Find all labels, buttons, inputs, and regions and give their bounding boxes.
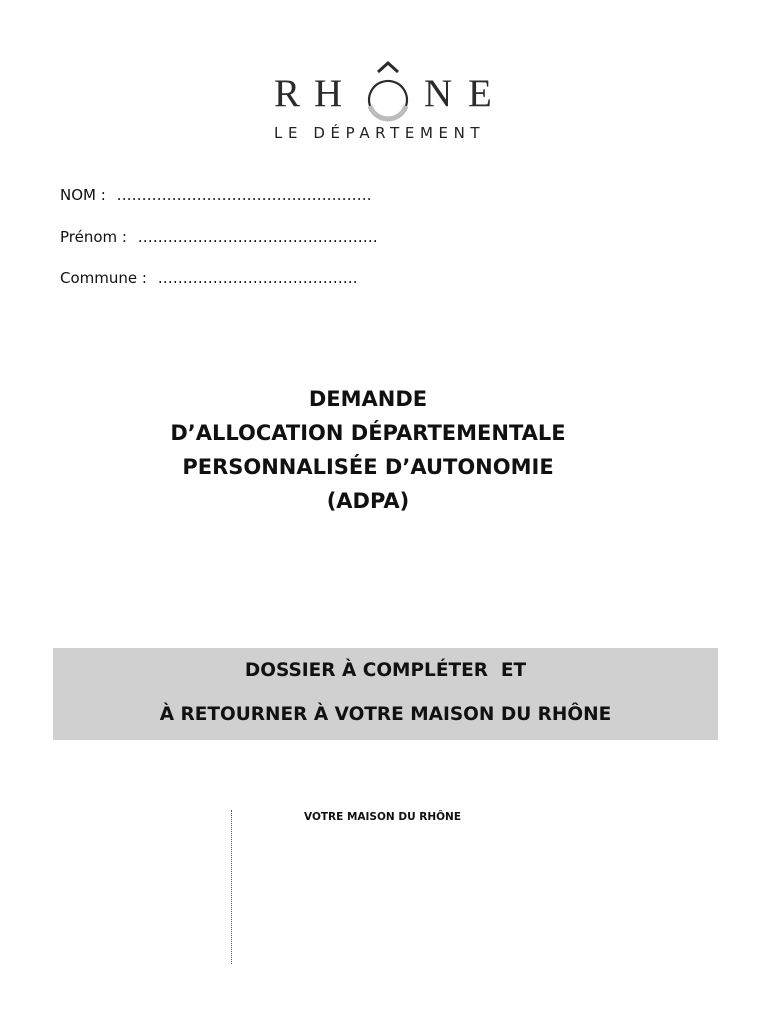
identity-fields <box>60 186 378 311</box>
field-nom-label: NOM : <box>60 186 106 204</box>
title-line-2: D’ALLOCATION DÉPARTEMENTALE <box>170 421 566 445</box>
field-prenom <box>60 228 378 248</box>
dotted-divider <box>231 810 232 964</box>
logo-wordmark <box>274 28 496 128</box>
field-commune <box>60 269 378 289</box>
title-line-1: DEMANDE <box>308 387 428 411</box>
title-line-3: PERSONNALISÉE D’AUTONOMIE <box>182 455 554 479</box>
field-prenom-blank[interactable]: ………………………………………… <box>137 227 378 246</box>
field-commune-blank[interactable]: …………………………………. <box>157 269 358 287</box>
logo-o-circumflex-icon <box>358 60 418 122</box>
band-line-2: À RETOURNER À VOTRE MAISON DU RHÔNE <box>159 704 612 725</box>
document-title <box>0 382 736 518</box>
maison-du-rhone-label: VOTRE MAISON DU RHÔNE <box>304 811 462 823</box>
rhone-logo <box>274 28 496 148</box>
field-prenom-label: Prénom : <box>60 227 127 246</box>
title-line-4: (ADPA) <box>326 489 410 513</box>
field-nom-blank[interactable]: …………………………………………… <box>116 186 372 204</box>
logo-subtitle: LE DÉPARTEMENT <box>274 124 486 142</box>
logo-letter-e: E <box>468 72 492 115</box>
logo-letter-h: H <box>314 72 343 115</box>
logo-letter-n: N <box>424 72 453 115</box>
instruction-band <box>53 648 718 740</box>
field-commune-label: Commune : <box>60 269 147 287</box>
logo-letter-r: R <box>274 72 301 115</box>
band-line-1: DOSSIER À COMPLÉTER ET <box>244 660 527 681</box>
field-nom <box>60 186 378 206</box>
